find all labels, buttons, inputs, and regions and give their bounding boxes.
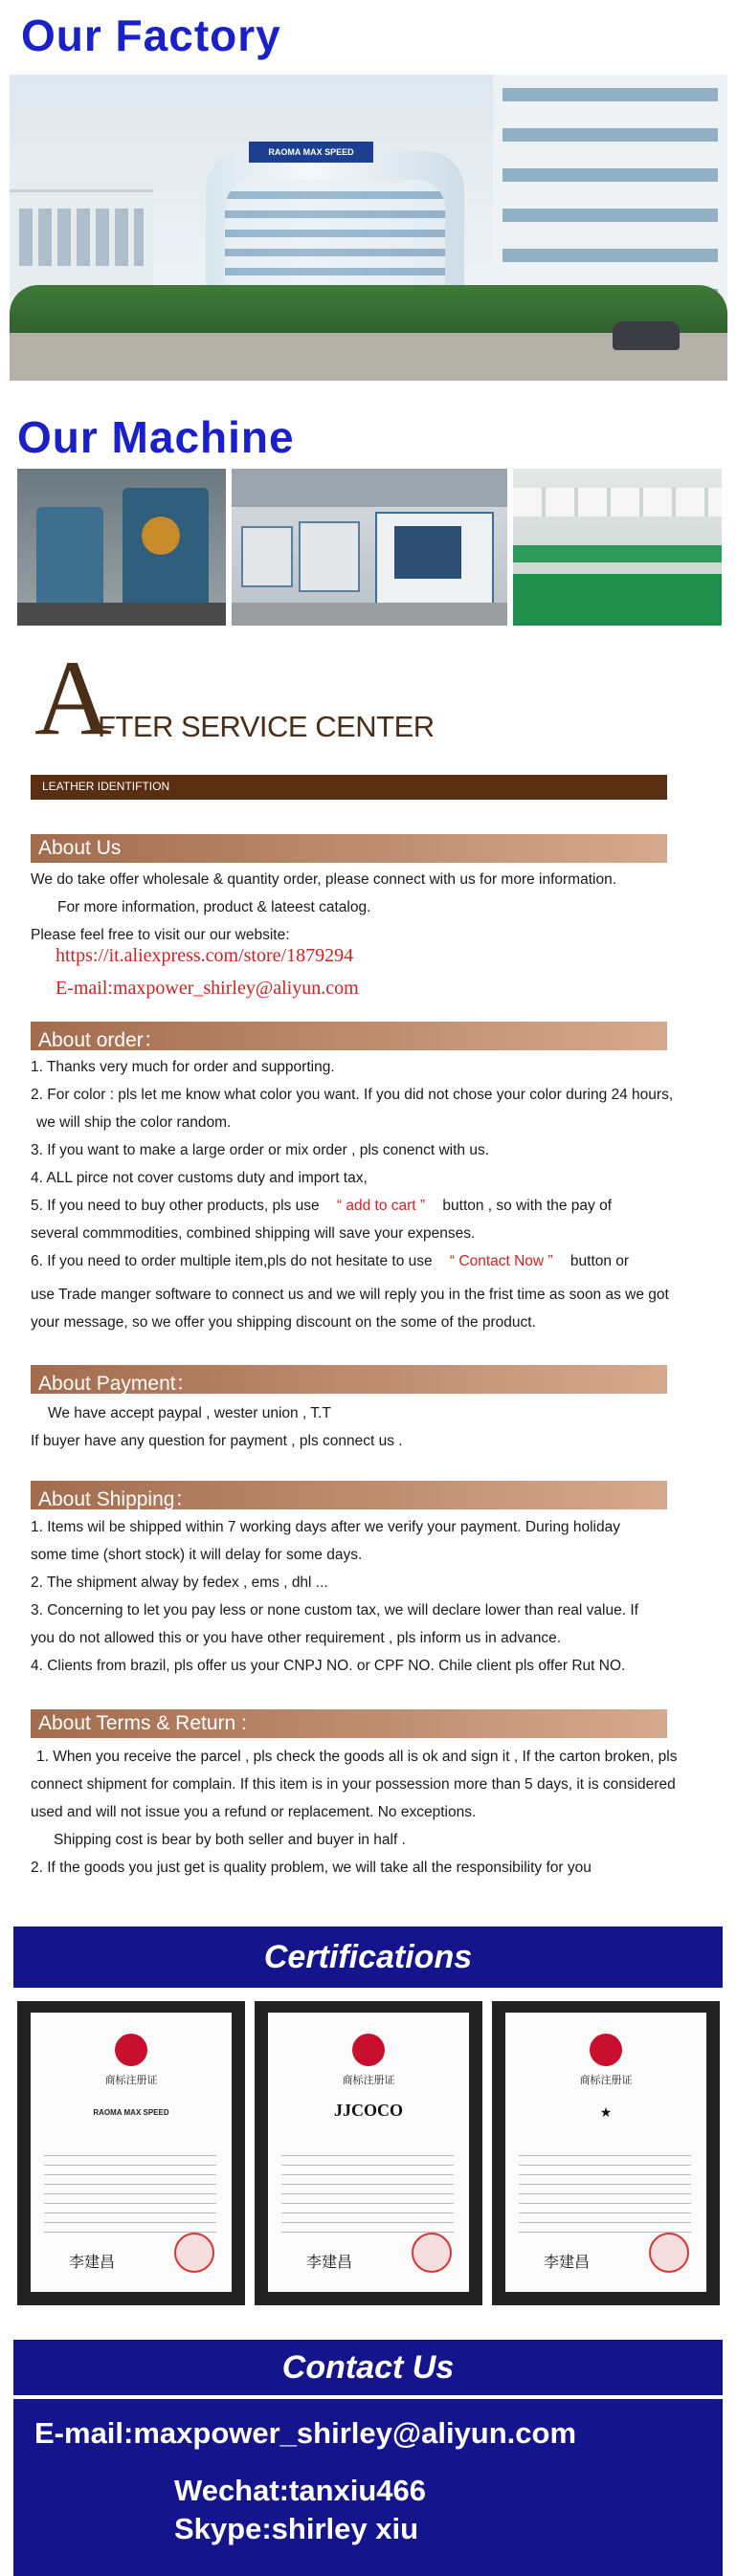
certificate-signature: 李建昌 — [69, 2253, 116, 2271]
about-order-heading: About order： — [38, 1029, 164, 1051]
certificate-header: 商标注册证 — [579, 2075, 633, 2086]
order-line: 1. Thanks very much for order and supporting. — [31, 1059, 335, 1075]
leather-strip — [31, 775, 667, 800]
contact-skype: Skype:shirley xiu — [174, 2512, 419, 2545]
about-order-text — [31, 1053, 720, 1336]
certifications-title: Certifications — [263, 1939, 473, 1975]
order-line-6-text-end: button or — [570, 1253, 630, 1269]
order-line-5-text: 5. If you need to buy other products, pls use — [31, 1198, 320, 1214]
certificate-2 — [255, 2001, 482, 2305]
machine-photo-cnc — [232, 469, 507, 626]
about-terms-heading: About Terms & Return : — [38, 1712, 247, 1734]
certificate-signature: 李建昌 — [544, 2253, 591, 2271]
certificate-3 — [492, 2001, 720, 2305]
certificate-paper — [31, 2013, 232, 2292]
terms-line: 1. When you receive the parcel , pls check the goods all is ok and sign it , If the carton broken, pls — [36, 1749, 678, 1765]
certificate-paper — [268, 2013, 469, 2292]
about-payment-heading: About Payment： — [38, 1373, 196, 1395]
about-payment-text — [31, 1399, 720, 1455]
contact-title: Contact Us — [281, 2349, 455, 2386]
order-line-5 — [31, 1192, 720, 1220]
shipping-line: 1. Items wil be shipped within 7 working days after we verify your payment. During holiday — [31, 1519, 620, 1535]
red-seal-icon — [649, 2233, 689, 2273]
shipping-line: you do not allowed this or you have other requirement , pls inform us in advance. — [31, 1630, 562, 1646]
about-us-line: Please feel free to visit our our website: — [31, 927, 290, 943]
certificate-signature: 李建昌 — [306, 2253, 353, 2271]
terms-line: Shipping cost is bear by both seller and buyer in half . — [54, 1832, 406, 1848]
add-to-cart-reference: “ add to cart ” — [336, 1198, 426, 1214]
about-us-email[interactable]: E-mail:maxpower_shirley@aliyun.com — [56, 978, 359, 999]
store-link[interactable]: https://it.aliexpress.com/store/1879294 — [56, 945, 354, 966]
leather-strip-label: LEATHER IDENTIFTION — [42, 780, 170, 793]
shipping-line: 3. Concerning to let you pay less or none custom tax, we will declare lower than real value. If — [31, 1602, 638, 1618]
factory-photo — [10, 75, 727, 381]
certificate-header: 商标注册证 — [342, 2075, 395, 2086]
about-shipping-heading: About Shipping： — [38, 1488, 195, 1510]
about-us-heading: About Us — [38, 837, 122, 859]
factory-title: Our Factory — [21, 11, 281, 60]
contact-wechat: Wechat:tanxiu466 — [174, 2474, 427, 2507]
about-order-bar — [31, 1022, 667, 1050]
order-line: we will ship the color random. — [36, 1114, 232, 1131]
about-us-line: We do take offer wholesale & quantity order, please connect with us for more information. — [31, 871, 617, 888]
certificate-paper — [505, 2013, 706, 2292]
shipping-line: 4. Clients from brazil, pls offer us your CNPJ NO. or CPF NO. Chile client pls offer Rut NO. — [31, 1658, 626, 1674]
about-payment-bar — [31, 1365, 667, 1394]
certificate-text-lines — [281, 2147, 454, 2233]
certificate-mark: RAOMA MAX SPEED — [93, 2108, 169, 2117]
certificate-text-lines — [519, 2147, 691, 2233]
order-line: several commmodities, combined shipping will save your expenses. — [31, 1225, 476, 1242]
order-line-5-text-end: button , so with the pay of — [442, 1198, 613, 1214]
about-us-line: For more information, product & lateest catalog. — [57, 899, 371, 915]
about-us-bar — [31, 834, 667, 863]
certificate-header: 商标注册证 — [104, 2075, 158, 2086]
red-seal-icon — [412, 2233, 452, 2273]
contact-now-reference: “ Contact Now ” — [449, 1253, 553, 1269]
after-service-title: FTER SERVICE CENTER — [98, 710, 435, 743]
order-line-6-text: 6. If you need to order multiple item,pls do not hesitate to use — [31, 1253, 433, 1269]
emblem-icon — [590, 2034, 622, 2066]
factory-sign: RAOMA MAX SPEED — [249, 142, 373, 163]
order-line: your message, so we offer you shipping discount on the some of the product. — [31, 1314, 536, 1331]
machine-photo-presses — [17, 469, 226, 626]
order-line: 3. If you want to make a large order or mix order , pls conenct with us. — [31, 1142, 489, 1158]
shipping-line: 2. The shipment alway by fedex , ems , dhl ... — [31, 1574, 328, 1591]
contact-email[interactable]: E-mail:maxpower_shirley@aliyun.com — [34, 2416, 577, 2450]
certifications-banner — [13, 1926, 723, 1988]
order-line-6 — [31, 1247, 720, 1275]
certificate-mark: ★ — [599, 2104, 613, 2120]
about-terms-text — [31, 1743, 720, 1882]
machine-title: Our Machine — [17, 412, 295, 462]
about-shipping-bar — [31, 1481, 667, 1509]
shipping-line: some time (short stock) it will delay for some days. — [31, 1547, 363, 1563]
emblem-icon — [352, 2034, 385, 2066]
about-shipping-text — [31, 1513, 720, 1680]
certificate-mark: JJCOCO — [334, 2101, 403, 2120]
certificate-text-lines — [44, 2147, 216, 2233]
order-line: 4. ALL pirce not cover customs duty and import tax, — [31, 1170, 368, 1186]
contact-banner — [13, 2340, 723, 2395]
order-line: use Trade manger software to connect us and we will reply you in the frist time as soon as we got — [31, 1287, 669, 1303]
certificate-1 — [17, 2001, 245, 2305]
emblem-icon — [115, 2034, 147, 2066]
terms-line: connect shipment for complain. If this item is in your possession more than 5 days, it is considered — [31, 1776, 676, 1793]
about-terms-bar — [31, 1709, 667, 1738]
terms-line: used and will not issue you a refund or replacement. No exceptions. — [31, 1804, 477, 1820]
payment-line: If buyer have any question for payment , pls connect us . — [31, 1433, 403, 1449]
order-line: 2. For color : pls let me know what color you want. If you did not chose your color during 24 hours, — [31, 1087, 674, 1103]
red-seal-icon — [174, 2233, 214, 2273]
payment-line: We have accept paypal , wester union , T.T — [48, 1405, 331, 1421]
about-us-text — [31, 866, 720, 949]
contact-panel — [13, 2399, 723, 2576]
after-service-big-letter: A — [34, 639, 112, 758]
machine-photo-line — [513, 469, 722, 626]
terms-line: 2. If the goods you just get is quality problem, we will take all the responsibility for you — [31, 1860, 592, 1876]
